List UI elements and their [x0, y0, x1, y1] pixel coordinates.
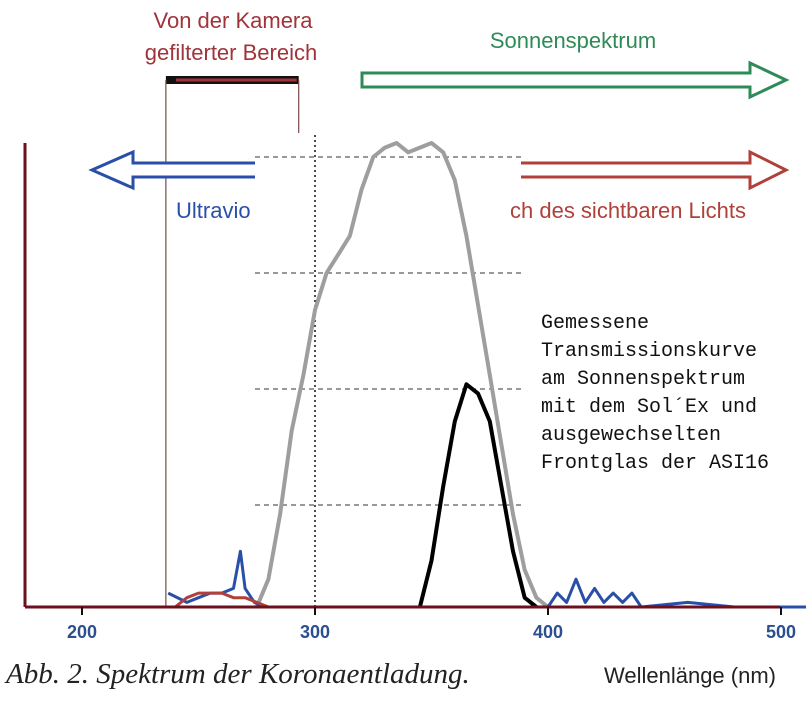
x-tick-label: 500: [765, 622, 797, 642]
x-axis-label: Wellenlänge (nm): [603, 663, 777, 688]
annotation-line: Transmissionskurve: [541, 340, 758, 363]
black-transmission-line: [420, 384, 537, 607]
dashed-gridlines: [255, 135, 522, 607]
annotation-line: Gemessene: [541, 312, 650, 335]
uv-arrow: [92, 152, 255, 188]
x-tick-label: 200: [66, 622, 98, 642]
gray-transmission-line: [257, 143, 548, 607]
annotation-line: am Sonnenspektrum: [541, 368, 746, 391]
camera-range-label-line2: gefilterter Bereich: [144, 40, 318, 65]
annotation-line: Frontglas der ASI16: [541, 452, 770, 475]
visible-label: ch des sichtbaren Lichts: [510, 198, 747, 223]
visible-arrow: [521, 152, 786, 188]
blue-spectrum-line: [168, 551, 806, 607]
uv-label: Ultravio: [176, 198, 251, 223]
sun-spectrum-arrow: [362, 63, 786, 97]
figure-caption: Abb. 2. Spektrum der Koronaentladung.: [6, 658, 470, 690]
x-tick-label: 300: [299, 622, 331, 642]
sun-spectrum-label: Sonnenspektrum: [489, 28, 657, 53]
x-axis-ticks: [67, 607, 796, 642]
annotation-line: mit dem Sol´Ex und: [541, 396, 758, 419]
camera-range-label-line1: Von der Kamera: [153, 8, 313, 33]
transmission-annotation: [541, 312, 769, 475]
x-tick-label: 400: [532, 622, 564, 642]
annotation-line: ausgewechselten: [541, 424, 722, 447]
